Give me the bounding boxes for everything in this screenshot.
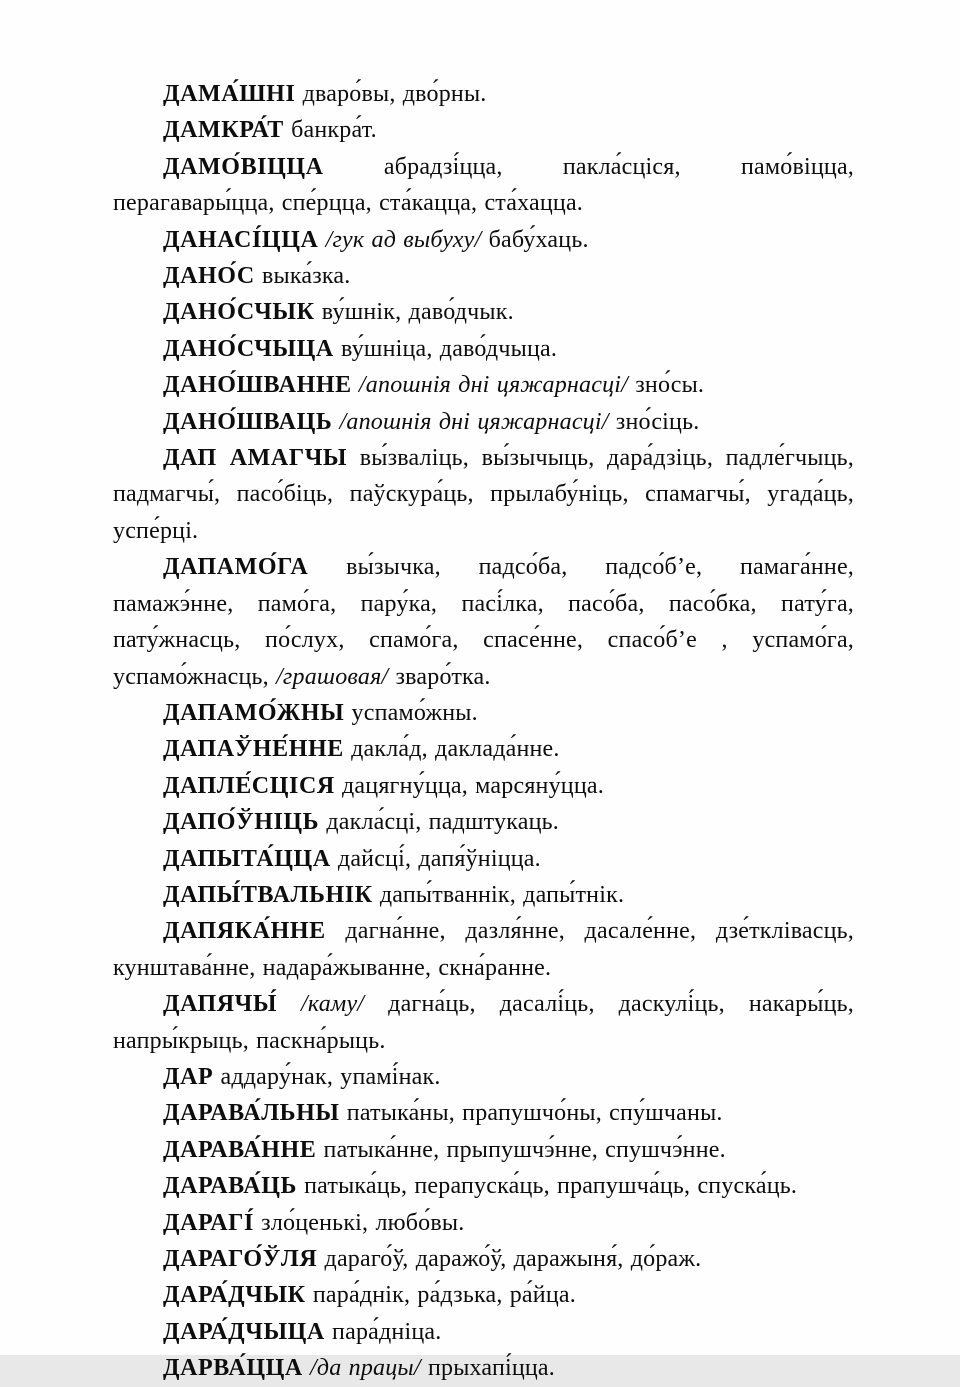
entry-synonyms: дваро́вы, дво́рны. [295, 81, 487, 107]
dictionary-entry [113, 149, 854, 222]
dictionary-entry [113, 768, 854, 804]
entry-headword: ДАПЛЕ́СЦІСЯ [163, 772, 335, 799]
entry-synonyms: дацягну́цца, марсяну́цца. [334, 772, 604, 799]
entry-headword: ДАР [163, 1063, 214, 1090]
entry-synonyms: прыхапі́цца. [420, 1355, 555, 1382]
entry-headword: ДАПО́ЎНІЦЬ [163, 809, 320, 836]
dictionary-entry [113, 877, 854, 913]
entry-headword: ДАНО́ШВАННЕ [163, 372, 352, 399]
entry-usage-note: /да працы/ [310, 1355, 421, 1382]
dictionary-entry [113, 367, 854, 403]
entry-headword: ДАРАВА́ННЕ [163, 1136, 317, 1163]
entry-headword: ДАПАЎНЕ́ННЕ [163, 736, 344, 763]
dictionary-entry [113, 76, 854, 112]
entry-headword: ДАМО́ВІЦЦА [163, 153, 324, 180]
dictionary-entry [113, 1132, 854, 1168]
entry-usage-note: /апошнія дні цяжарнасці/ [339, 408, 609, 435]
dictionary-entry [113, 440, 854, 549]
dictionary-entry [113, 549, 854, 695]
entry-synonyms: выка́зка. [254, 263, 351, 290]
entry-headword: ДАПАМО́ГА [163, 554, 309, 581]
entry-headword: ДАРАГО́ЎЛЯ [163, 1246, 318, 1272]
entry-synonyms: ву́шніца, даво́дчыца. [333, 335, 558, 362]
entry-synonyms: патыка́нне, прыпушчэ́нне, спушчэ́нне. [316, 1136, 726, 1163]
entry-synonyms [352, 372, 359, 398]
entry-headword: ДАНАСІ́ЦЦА [163, 226, 319, 253]
entry-synonyms [318, 227, 325, 253]
dictionary-entry [113, 986, 854, 1059]
entry-headword: ДАПЯКА́ННЕ [163, 918, 326, 945]
entry-headword: ДАМКРА́Т [163, 117, 284, 144]
dictionary-entry [113, 404, 854, 440]
entry-synonyms: дакла́сці, падштукаць. [319, 809, 559, 836]
entry-synonyms: зно́сіць. [608, 408, 700, 435]
dictionary-entry [113, 1350, 854, 1386]
dictionary-entry [113, 1314, 854, 1350]
entry-synonyms: аддару́нак, упамі́нак. [213, 1063, 441, 1090]
entry-synonyms [332, 409, 339, 435]
entry-headword: ДАНО́СЧЫК [163, 299, 315, 326]
entry-usage-note: /гук ад выбуху/ [325, 226, 482, 253]
entry-headword: ДАНО́С [163, 263, 255, 290]
entry-headword: ДАНО́ШВАЦЬ [163, 408, 333, 435]
entry-usage-note: /апошнія дні цяжарнасці/ [358, 372, 629, 399]
entry-synonyms: дагна́ць, дасалі́ць, даскулі́ць, накары́ць, напры́крыць, паскна́рыць. [113, 991, 855, 1054]
dictionary-entry [113, 841, 854, 877]
entry-headword: ДАП АМАГЧЫ [163, 445, 348, 472]
dictionary-entry [113, 1205, 854, 1241]
dictionary-entry [113, 1059, 854, 1095]
entry-headword: ДАРА́ДЧЫЦА [163, 1318, 325, 1345]
entry-headword: ДАРАГІ́ [163, 1209, 254, 1236]
entry-synonyms: дагна́нне, дазля́нне, дасале́нне, дзе́тклівасць, кунштава́нне, надара́жыванне, скна́ранне. [113, 918, 854, 981]
entry-headword: ДАПЫТА́ЦЦА [163, 845, 331, 872]
dictionary-entry [113, 913, 854, 986]
entry-synonyms: патыка́ны, прапушчо́ны, спу́шчаны. [339, 1100, 723, 1127]
entry-synonyms: банкра́т. [283, 117, 377, 144]
dictionary-entry [113, 731, 854, 767]
dictionary-entry [113, 112, 854, 148]
entry-headword: ДАРВА́ЦЦА [163, 1355, 303, 1382]
entry-synonyms: зло́ценькі, любо́вы. [253, 1209, 465, 1236]
dictionary-entry [113, 222, 854, 258]
entry-synonyms: успамо́жны. [344, 699, 478, 726]
entry-headword: ДАРА́ДЧЫК [163, 1282, 306, 1309]
entry-synonyms: бабу́хаць. [481, 226, 589, 253]
dictionary-entry [113, 258, 854, 294]
entry-synonyms: зно́сы. [628, 372, 705, 399]
entry-synonyms: зваро́тка. [388, 663, 491, 690]
entry-synonyms: дараго́ў, даражо́ў, даражыня́, до́раж. [317, 1246, 702, 1272]
entry-usage-note: /грашовая/ [276, 663, 389, 690]
entry-synonyms: дакла́д, даклада́нне. [343, 736, 560, 763]
dictionary-entry [113, 294, 854, 330]
entry-headword: ДАРАВА́ЦЬ [163, 1173, 297, 1200]
entry-headword: ДАПАМО́ЖНЫ [163, 699, 345, 726]
dictionary-entry [113, 1168, 854, 1204]
entry-synonyms: ву́шнік, даво́дчык. [314, 299, 514, 326]
entry-synonyms: вы́зычка, падсо́ба, падсо́б’е, памага́нне, памажэ́нне, памо́га, пару́ка, пасі́лка, пасо́ба, пасо́бка, пату́га, пату́жнасць, по́слух, спамо́га, спасе́нне, спасо́б’е , успамо́га, успамо́жнасць, [113, 554, 854, 690]
dictionary-entry [113, 1095, 854, 1131]
entry-usage-note: /каму/ [301, 991, 365, 1018]
entry-headword: ДАМА́ШНІ [163, 81, 296, 107]
entry-synonyms: абрадзі́цца, пакла́сціся, памо́віцца, перагавары́цца, спе́рцца, ста́кацца, ста́хацца. [113, 153, 854, 217]
entry-headword: ДАПЯЧЫ́ [163, 991, 278, 1018]
dictionary-entry [113, 695, 854, 731]
dictionary-entry [113, 331, 854, 367]
dictionary-entry [113, 1241, 854, 1277]
entry-headword: ДАПЫ́ТВАЛЬНІК [163, 881, 373, 908]
entry-headword: ДАРАВА́ЛЬНЫ [163, 1100, 340, 1127]
entry-synonyms [303, 1355, 310, 1381]
dictionary-entry [113, 804, 854, 840]
dictionary-entry [113, 1277, 854, 1313]
entry-synonyms: дайсці́, дапя́ўніцца. [330, 845, 541, 872]
entry-synonyms: дапы́тваннік, дапы́тнік. [372, 881, 625, 908]
entry-headword: ДАНО́СЧЫЦА [163, 335, 334, 362]
entry-synonyms: вы́зваліць, вы́зычыць, дара́дзіць, падле́гчыць, падмагчы́, пасо́біць, паўскура́ць, прылабу́ніць, спамагчы́, угада́ць, успе́рці. [113, 445, 855, 544]
entry-synonyms: патыка́ць, перапуска́ць, прапушча́ць, спуска́ць. [296, 1173, 798, 1200]
entry-synonyms: пара́дніца. [324, 1318, 442, 1345]
text-block [113, 76, 854, 1387]
entry-synonyms [277, 991, 301, 1017]
entry-synonyms: пара́днік, ра́дзька, ра́йца. [305, 1282, 576, 1309]
